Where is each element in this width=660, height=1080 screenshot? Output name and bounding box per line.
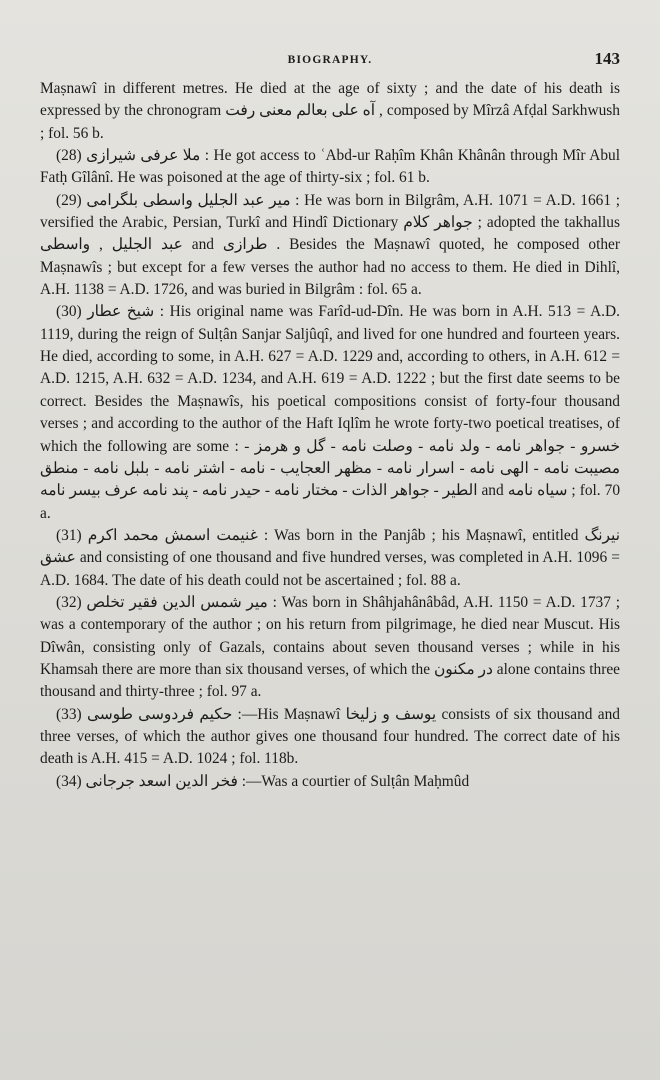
entry-31: (31) غنیمت اسمش محمد اکرم : Was born in the Panjâb ; his Maṣnawî, entitled نیرنگ عشق and consisting of one thousand and five hundred verses, was completed in A.H. 1096 = A.D. 1684. The date of his death could not be ascertained ; fol. 88 a.	[40, 526, 620, 589]
entry-29: (29) میر عبد الجلیل واسطی بلگرامی : He was born in Bilgrâm, A.H. 1071 = A.D. 1661 ; versified the Arabic, Persian, Turkî and Hindî Dictionary جواهر کلام ; adopted the takhallus عبد الجلیل , واسطی and طرازی . Besides the Maṣnawî quoted, he composed other Maṣnawîs ; but except for a few verses the author had no access to them. He died in Dihlî, A.H. 1138 = A.D. 1726, and was buried in Bilgrâm : fol. 65 a.	[40, 191, 621, 299]
entry-34: (34) فخر الدین اسعد جرجانی :—Was a courtier of Sulṭân Maḥmûd	[56, 772, 470, 790]
entry-28: (28) ملا عرفی شیرازی : He got access to ʿAbd-ur Raḥîm Khân Khânân through Mîr Abul Fatḥ Gîlânî. He was poisoned at the age of thirty-six ; fol. 61 b.	[40, 147, 620, 187]
entry-33: (33) حکیم فردوسی طوسی :—His Maṣnawî یوسف و زلیخا consists of six thousand and three verses, of which the author gives one thousand four hundred. The correct date of his death is A.H. 415 = A.D. 1024 ; fol. 118b.	[40, 705, 620, 768]
entry-30: (30) شیخ عطار : His original name was Farîd-ud-Dîn. He was born in A.H. 513 = A.D. 1119, during the reign of Sulṭân Sanjar Saljûqî, and lived for one hundred and fourteen years. He died, according to some, in A.H. 627 = A.D. 1229 and, according to others, in A.H. 612 = A.D. 1215, A.H. 632 = A.D. 1234, and A.H. 619 = A.D. 1222 ; but the first date seems to be correct. Besides the Maṣnawîs, his poetical compositions consist of forty-four thousand verses ; and according to the author of the Haft Iqlîm he wrote forty-two poetical treatises, of which the following are some : خسرو - جواهر نامه - ولد نامه - وصلت نامه - گل و هرمز - مصیبت نامه - الهی نامه - اسرار نامه - مظهر العجایب - نامه - اشتر نامه - بلبل نامه - منطق الطیر - جواهر الذات - مختار نامه - حیدر نامه - پند نامه عرف بیسر نامه and سیاه نامه ; fol. 70 a.	[40, 303, 621, 522]
page-number: 143	[594, 49, 620, 68]
body-text	[40, 78, 620, 793]
page-header	[40, 48, 620, 78]
paragraph-continuation: Maṣnawî in different metres. He died at the age of sixty ; and the date of his death is expressed by the chronogram آه علی بعالم معنی رفت , composed by Mîrzâ Afḍal Sarkhwush ; fol. 56 b.	[40, 80, 620, 142]
entry-32: (32) میر شمس الدین فقیر تخلص : Was born in Shâhjahânâbâd, A.H. 1150 = A.D. 1737 ; was a contemporary of the author ; on his return from pilgrimage, he died near Muscut. His Dîwân, consisting only of Gazals, contains about seven thousand verses ; while in his Khamsah there are more than six thousand verses, of which the در مکنون alone contains three thousand and thirty-three ; fol. 97 a.	[40, 593, 620, 701]
running-title: BIOGRAPHY.	[287, 54, 373, 66]
